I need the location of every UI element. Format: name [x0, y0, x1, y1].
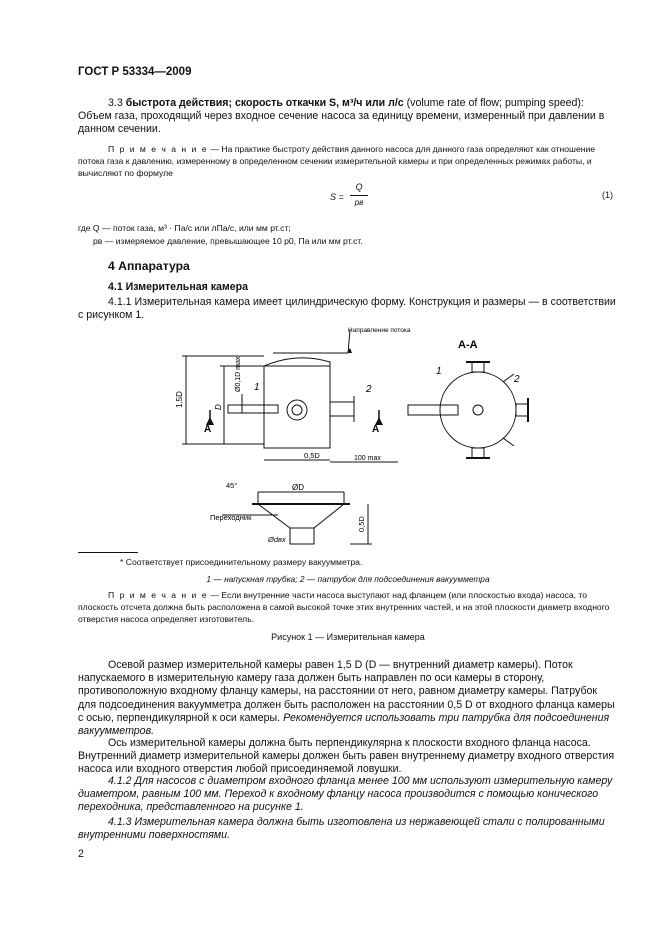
cone-label: Переходник	[210, 513, 252, 522]
callout-2-right: 2	[514, 374, 520, 385]
cone-adapter	[258, 504, 344, 528]
callout-2-left: 2	[366, 384, 372, 395]
para-axis: Ось измерительной камеры должна быть перпендикулярна к плоскости входного фланца насоса. Внутренний диаметр измерительной камеры должен быть равен внутреннему диаметру входного отверстия насоса или входного отверстия любой присоединяемой ловушки.	[78, 737, 615, 776]
section-4-title: 4 Аппаратура	[108, 259, 190, 273]
dim-D: D	[214, 404, 223, 410]
label-A-left: A	[204, 424, 212, 435]
dim-1-5D: 1,5D	[175, 391, 184, 408]
footnote: * Соответствует присоединительному размеру вакуумметра.	[120, 557, 363, 567]
figure-measuring-chamber	[78, 322, 578, 552]
chamber-body	[264, 366, 330, 448]
inlet-tube	[228, 405, 278, 413]
footnote-rule	[78, 552, 138, 553]
cone-angle: 45°	[226, 481, 238, 490]
para-axial-size: Осевой размер измерительной камеры равен 1,5 D (D — внутренний диаметр камеры). Поток напускаемого в измерительную камеру газа должен быть направлен по оси камеры в сторону, противоположную входному фланцу камеры, на расстоянии от него, равном диаметру камеры. Патрубок для подсоединения вакуумметра должен быть расположен на расстоянии 0,5 D от входного фланца камеры с осью, перпендикулярной к оси камеры. Рекомендуется использовать три патрубка для подсоединения вакуумметров.	[78, 659, 615, 738]
cone-bottom-dim: Ødвх	[268, 535, 286, 544]
para-4-1-2: 4.1.2 Для насосов с диаметром входного фланца менее 100 мм используют измерительную камеру диаметром, равным 100 мм. Переход к входному фланцу насоса производится с помощью конического переходника, представленного на рисунке 1.	[78, 775, 613, 814]
dim-0-5D: 0,5D	[304, 451, 320, 460]
chamber-top-cap	[264, 358, 330, 366]
term-number: 3.3	[108, 97, 123, 109]
label-A-right: A	[372, 424, 380, 435]
callout-1-left: 1	[254, 382, 260, 393]
para-4-1-1: 4.1.1 Измерительная камера имеет цилиндрическую форму. Конструкция и размеры — в соответствии с рисунком 1.	[78, 296, 616, 322]
note-1: П р и м е ч а н и е — На практике быстроту действия данного насоса для данного газа определяют как отношение потока газа к давлению, измеренному в определенном сечении измерительной камеры и при определенных режимах работы, и вычисляют по формуле	[78, 144, 596, 178]
where-line-1: где Q — поток газа, м³ · Па/с или лПа/с, или мм рт.ст;	[78, 223, 291, 233]
section-view-body	[440, 372, 516, 448]
section-label: А-А	[458, 339, 478, 351]
section-4-1-title: 4.1 Измерительная камера	[108, 281, 249, 293]
where-line-2: pв — измеряемое давление, превышающее 10 p0, Па или мм рт.ст.	[93, 236, 363, 246]
gauge-port	[330, 402, 354, 416]
note-2: П р и м е ч а н и е — Если внутренние части насоса выступают над фланцем (или плоскостью входа) насоса, то плоскость отсчета должна быть расположена в самой высокой точке этих внутренних частей, и на этой плоскости диаметр входного отверстия насоса определяет изготовитель.	[78, 590, 610, 624]
term-3-3	[78, 97, 618, 137]
dim-100max: 100 max	[354, 455, 381, 462]
flow-label: Направление потока	[348, 327, 411, 334]
formula-number: (1)	[602, 190, 613, 200]
document-header: ГОСТ Р 53334—2009	[78, 66, 192, 78]
term-title: быстрота действия; скорость откачки S, м³/ч или л/с	[125, 97, 404, 109]
formula-1: S = Q pв (1)	[330, 182, 613, 207]
dim-0-1D: Ø0,1D max	[235, 356, 242, 392]
callout-1-right: 1	[436, 366, 442, 377]
figure-legend: 1 — напускная трубка; 2 — патрубок для подсоединения вакуумметра	[206, 574, 490, 584]
term-definition: Объем газа, проходящий через входное сечение насоса за единицу времени, измеренный при давлении в данном сечении.	[78, 110, 605, 136]
para-4-1-3: 4.1.3 Измерительная камера должна быть изготовлена из нержавеющей стали с полированными внутренними поверхностями.	[78, 816, 605, 842]
cone-top-dim: ØD	[292, 483, 304, 492]
term-english: (volume rate of flow; pumping speed):	[406, 97, 584, 109]
figure-caption: Рисунок 1 — Измерительная камера	[271, 632, 425, 642]
page-number: 2	[78, 848, 84, 860]
cone-height-dim: 0,5D	[357, 516, 366, 532]
